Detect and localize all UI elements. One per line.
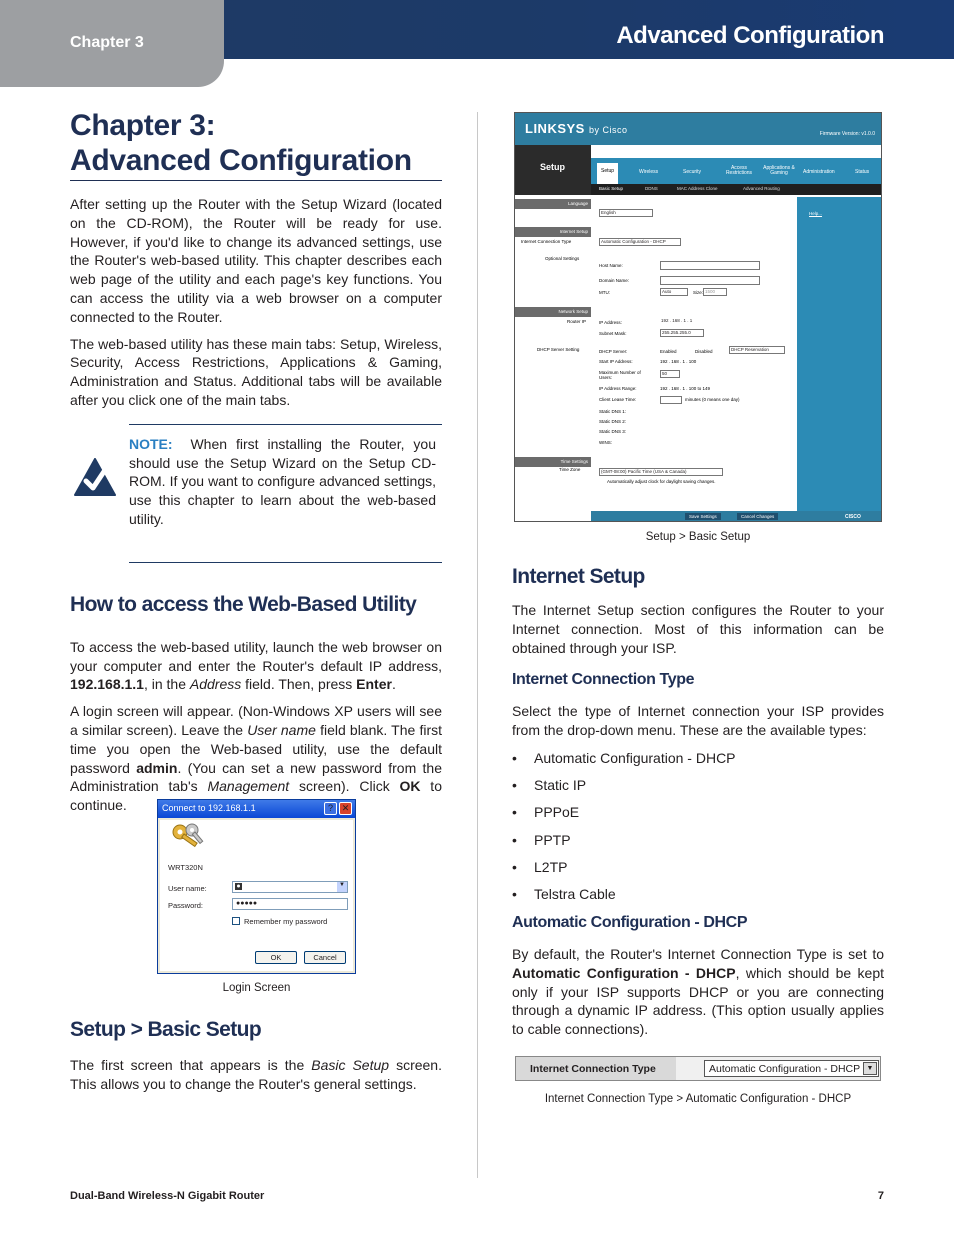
footer-page-number: 7	[877, 1190, 884, 1202]
help-link[interactable]: Help...	[809, 211, 823, 216]
lease-label: Client Lease Time:	[599, 397, 637, 402]
login-caption: Login Screen	[222, 982, 291, 994]
chapter-label: Chapter 3	[70, 34, 144, 51]
start-ip-label: Start IP Address:	[599, 359, 633, 364]
subtab-basic-setup[interactable]: Basic Setup	[599, 186, 624, 191]
tab-setup[interactable]: Setup	[597, 163, 618, 184]
band-internet-setup: Internet Setup	[515, 227, 591, 237]
dropdown-arrow-icon[interactable]: ▼	[863, 1062, 877, 1075]
band-language: Language	[515, 199, 591, 209]
login-dialog-screenshot	[157, 799, 356, 974]
router-basic-setup-screenshot	[514, 112, 882, 522]
left-column	[70, 108, 442, 815]
start-ip-value: 192 . 168 . 1 . 100	[660, 359, 697, 364]
range-value: 192 . 168 . 1 . 100 to 149	[660, 386, 711, 391]
dst-label: Automatically adjust clock for daylight saving changes.	[607, 479, 716, 484]
internet-setup-heading: Internet Setup	[512, 565, 645, 588]
mask-label: Subnet Mask:	[599, 331, 627, 336]
note-label: NOTE:	[129, 435, 173, 452]
help-panel	[797, 197, 882, 519]
max-users-label: Maximum Number of Users:	[599, 370, 641, 380]
domain-input[interactable]	[660, 276, 760, 285]
host-label: Host Name:	[599, 263, 623, 268]
cancel-changes-button[interactable]: Cancel Changes	[737, 513, 778, 520]
ict-paragraph: Select the type of Internet connection your ISP provides from the drop-down menu. These are the available types:	[512, 703, 884, 738]
note-text: NOTE: When first installing the Router, you should use the Setup Wizard on the Setup CD-ROM. If you want to configure advanced settings, use this chapter to learn about the web-based utility.	[129, 435, 436, 527]
mtu-select[interactable]: Auto	[660, 288, 688, 296]
time-zone-select[interactable]: (GMT-08:00) Pacific Time (USA & Canada)	[599, 468, 723, 476]
mask-select[interactable]: 255.255.255.0	[660, 329, 704, 337]
mtu-size-label: Size:	[693, 290, 704, 295]
password-input[interactable]: ●●●●●	[232, 898, 348, 910]
ok-button[interactable]: OK	[255, 951, 297, 964]
domain-label: Domain Name:	[599, 278, 630, 283]
footer-product: Dual-Band Wireless-N Gigabit Router	[70, 1190, 265, 1202]
ip-value[interactable]: 192 . 168 . 1 . 1	[660, 318, 755, 326]
ict-select[interactable]: Automatic Configuration - DHCP	[599, 238, 681, 246]
remember-label: Remember my password	[244, 917, 328, 926]
sub-tabs	[591, 184, 882, 195]
access-paragraph-1: To access the web-based utility, launch the web browser on your computer and enter the Router's default IP address, 192.168.1.1, in the Address field. Then, press Enter.	[70, 638, 442, 693]
checkmark-note-icon	[74, 458, 116, 496]
keys-icon	[168, 822, 208, 854]
dhcp-enabled[interactable]: Enabled	[660, 349, 677, 354]
username-label: User name:	[168, 884, 207, 893]
dhcp-setting-label: DHCP Server Setting	[537, 347, 580, 352]
router-caption: Setup > Basic Setup	[645, 531, 751, 543]
login-realm: WRT320N	[168, 863, 203, 872]
ict-bar-select[interactable]: Automatic Configuration - DHCP ▼	[704, 1060, 879, 1077]
internet-setup-paragraph: The Internet Setup section configures the Router to your Internet connection. Most of this information can be obtained through your ISP.	[512, 602, 884, 656]
remember-checkbox[interactable]	[232, 917, 240, 925]
optional-settings-label: Optional Settings	[545, 256, 580, 261]
tab-status[interactable]: Status	[855, 169, 870, 175]
lease-note: minutes (0 means one day)	[685, 397, 740, 402]
title-rule	[70, 180, 442, 181]
mtu-label: MTU:	[599, 290, 610, 295]
ict-bar-label: Internet Connection Type	[516, 1057, 676, 1080]
tab-administration[interactable]: Administration	[803, 169, 835, 175]
username-input[interactable]	[232, 881, 348, 893]
dhcp-disabled[interactable]: Disabled	[695, 349, 713, 354]
dhcp-reservation-button[interactable]: DHCP Reservation	[729, 346, 785, 354]
band-network-setup: Network Setup	[515, 307, 591, 317]
chapter-title: Chapter 3: Advanced Configuration	[70, 109, 412, 177]
setup-paragraph: The first screen that appears is the Basic Setup screen. This allows you to change the Router's general settings.	[70, 1057, 442, 1092]
ict-label: Internet Connection Type	[521, 239, 572, 244]
tab-security[interactable]: Security	[683, 169, 702, 175]
ict-bar-screenshot	[515, 1056, 881, 1081]
dns3-label: Static DNS 3:	[599, 429, 627, 434]
dhcp-heading: Automatic Configuration - DHCP	[512, 914, 748, 931]
note-box	[129, 424, 442, 563]
max-users-input[interactable]: 50	[660, 370, 680, 378]
wins-label: WINS:	[599, 440, 612, 445]
dhcp-paragraph: By default, the Router's Internet Connection Type is set to Automatic Configuration - DHCP, which should be kept only if your ISP supports DHCP or you are connecting through a dynamic IP address. (This option usually applies to cable connections).	[512, 946, 884, 1038]
firmware-version: Firmware Version: v1.0.0	[819, 131, 875, 137]
user-icon	[234, 882, 243, 891]
ict-bar-caption: Internet Connection Type > Automatic Configuration - DHCP	[544, 1093, 852, 1105]
help-icon[interactable]: ?	[324, 802, 337, 815]
time-zone-label: Time Zone	[559, 467, 581, 472]
close-icon[interactable]: ✕	[339, 802, 352, 815]
intro-paragraph-2: The web-based utility has these main tabs: Setup, Wireless, Security, Access Restrictions, Applications & Gaming, Administration and Status. Additional tabs will be available after you click one of the main tabs.	[70, 335, 442, 408]
password-label: Password:	[168, 901, 204, 910]
dropdown-arrow-icon[interactable]: ▼	[337, 882, 347, 892]
tab-wireless[interactable]: Wireless	[639, 169, 659, 175]
save-settings-button[interactable]: Save Settings	[685, 513, 721, 520]
mtu-size-input[interactable]: 1500	[703, 288, 727, 296]
login-dialog-title: Connect to 192.168.1.1	[158, 800, 355, 818]
section-title: Advanced Configuration	[616, 22, 884, 49]
main-tabs	[591, 158, 882, 184]
cancel-button[interactable]: Cancel	[304, 951, 346, 964]
language-select[interactable]: English	[599, 209, 653, 217]
linksys-logo: LINKSYS by Cisco	[525, 121, 628, 136]
range-label: IP Address Range:	[599, 386, 637, 391]
cisco-logo: CISCO	[845, 514, 861, 520]
lease-input[interactable]	[660, 396, 682, 404]
ip-label: IP Address:	[599, 320, 622, 325]
host-input[interactable]	[660, 261, 760, 270]
band-time-settings: Time Settings	[515, 457, 591, 467]
subtab-mac-clone[interactable]: MAC Address Clone	[677, 186, 718, 191]
setup-heading: Setup > Basic Setup	[70, 1018, 262, 1041]
dns2-label: Static DNS 2:	[599, 419, 627, 424]
tab-applications-gaming[interactable]: Applications & Gaming	[763, 165, 795, 176]
subtab-advanced-routing[interactable]: Advanced Routing	[743, 186, 780, 191]
dhcp-server-label: DHCP Server:	[599, 349, 628, 354]
tab-access-restrictions[interactable]: Access Restrictions	[725, 165, 753, 176]
router-ip-label: Router IP	[567, 319, 587, 324]
setup-section-label: Setup	[515, 145, 591, 195]
dns1-label: Static DNS 1:	[599, 409, 627, 414]
access-heading: How to access the Web-Based Utility	[70, 592, 417, 616]
subtab-ddns[interactable]: DDNS	[645, 186, 658, 191]
access-paragraph-2: A login screen will appear. (Non-Windows XP users will see a similar screen). Leave the User name field blank. The first time you open the Web-based utility, use the default password admin. (You can set a new password from the Administration tab's Management screen). Click OK to continue.	[70, 703, 443, 814]
intro-paragraph-1: After setting up the Router with the Setup Wizard (located on the CD-ROM), the Router will be ready for use. However, if you'd like to change its advanced settings, use the Router's web-based utility. This chapter describes each web page of the utility and each page's key functions. You can access the utility via a web browser on a computer connected to the Router.	[70, 196, 442, 325]
column-divider	[477, 112, 478, 1178]
ict-heading: Internet Connection Type	[512, 671, 695, 688]
